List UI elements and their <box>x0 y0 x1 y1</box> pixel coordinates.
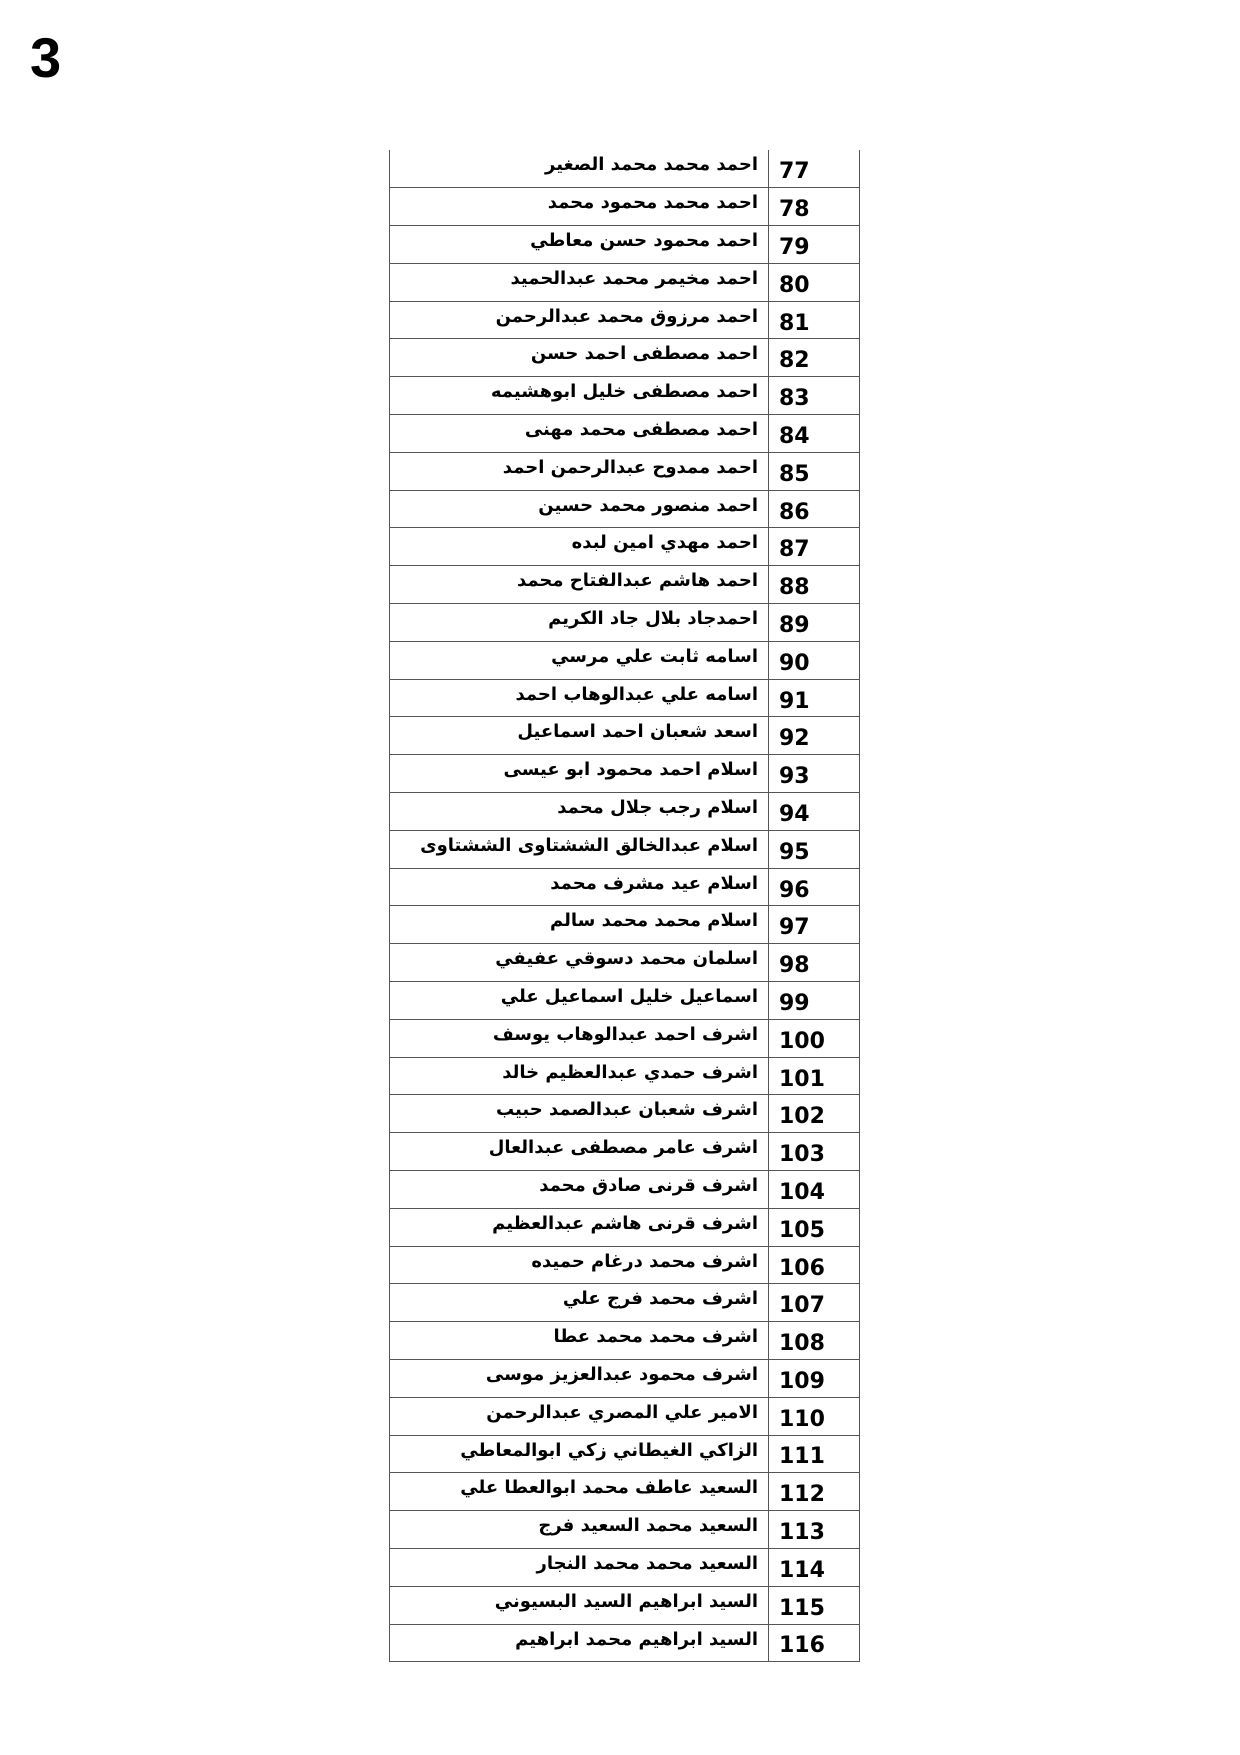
table-row <box>390 906 860 944</box>
row-name: احمد مصطفى احمد حسن <box>390 339 769 377</box>
table-row <box>390 1171 860 1209</box>
row-name: اسلمان محمد دسوقي عفيفي <box>390 944 769 982</box>
row-number: 103 <box>769 1133 860 1171</box>
row-name: احمد مرزوق محمد عبدالرحمن <box>390 301 769 339</box>
row-name: اسامه ثابت علي مرسي <box>390 641 769 679</box>
row-name: اسلام محمد محمد سالم <box>390 906 769 944</box>
row-number: 94 <box>769 793 860 831</box>
row-name: اسماعيل خليل اسماعيل علي <box>390 982 769 1020</box>
table-row <box>390 226 860 264</box>
table-row <box>390 1435 860 1473</box>
table-row <box>390 150 860 188</box>
row-number: 102 <box>769 1095 860 1133</box>
table-row <box>390 679 860 717</box>
row-number: 112 <box>769 1473 860 1511</box>
row-number: 105 <box>769 1208 860 1246</box>
row-name: احمدجاد بلال جاد الكريم <box>390 604 769 642</box>
row-name: اسعد شعبان احمد اسماعيل <box>390 717 769 755</box>
row-number: 108 <box>769 1322 860 1360</box>
row-number: 109 <box>769 1360 860 1398</box>
table-row <box>390 1511 860 1549</box>
row-number: 77 <box>769 150 860 188</box>
table-row <box>390 1624 860 1662</box>
row-number: 104 <box>769 1171 860 1209</box>
row-number: 93 <box>769 755 860 793</box>
row-name: اشرف حمدي عبدالعظيم خالد <box>390 1057 769 1095</box>
row-name: اشرف قرنى صادق محمد <box>390 1171 769 1209</box>
table-row <box>390 1397 860 1435</box>
row-name: احمد مصطفى خليل ابوهشيمه <box>390 377 769 415</box>
row-number: 90 <box>769 641 860 679</box>
row-number: 116 <box>769 1624 860 1662</box>
row-number: 96 <box>769 868 860 906</box>
table-row <box>390 1246 860 1284</box>
row-number: 98 <box>769 944 860 982</box>
table-row <box>390 1019 860 1057</box>
table-row <box>390 1548 860 1586</box>
table-row <box>390 755 860 793</box>
row-name: اسلام احمد محمود ابو عيسى <box>390 755 769 793</box>
row-number: 91 <box>769 679 860 717</box>
table-row <box>390 641 860 679</box>
row-name: اشرف محمد محمد عطا <box>390 1322 769 1360</box>
row-name: الامير علي المصري عبدالرحمن <box>390 1397 769 1435</box>
row-name: احمد محمد محمد الصغير <box>390 150 769 188</box>
row-number: 87 <box>769 528 860 566</box>
table-row <box>390 1133 860 1171</box>
row-name: السيد ابراهيم محمد ابراهيم <box>390 1624 769 1662</box>
row-name: اشرف محمود عبدالعزيز موسى <box>390 1360 769 1398</box>
row-name: السعيد محمد محمد النجار <box>390 1548 769 1586</box>
row-name: اشرف شعبان عبدالصمد حبيب <box>390 1095 769 1133</box>
table-row <box>390 1208 860 1246</box>
row-name: احمد هاشم عبدالفتاح محمد <box>390 566 769 604</box>
table-row <box>390 1473 860 1511</box>
row-number: 81 <box>769 301 860 339</box>
row-number: 95 <box>769 830 860 868</box>
row-name: السعيد عاطف محمد ابوالعطا علي <box>390 1473 769 1511</box>
row-number: 79 <box>769 226 860 264</box>
row-name: احمد محمود حسن معاطي <box>390 226 769 264</box>
row-number: 111 <box>769 1435 860 1473</box>
row-name: احمد مصطفى محمد مهنى <box>390 415 769 453</box>
row-number: 80 <box>769 263 860 301</box>
table-row <box>390 188 860 226</box>
row-number: 88 <box>769 566 860 604</box>
row-number: 85 <box>769 452 860 490</box>
table-row <box>390 1284 860 1322</box>
row-number: 89 <box>769 604 860 642</box>
row-name: احمد محمد محمود محمد <box>390 188 769 226</box>
row-number: 99 <box>769 982 860 1020</box>
page-number: 3 <box>30 26 62 89</box>
table-row <box>390 604 860 642</box>
row-name: اسلام رجب جلال محمد <box>390 793 769 831</box>
table-row <box>390 717 860 755</box>
table-row <box>390 263 860 301</box>
row-number: 78 <box>769 188 860 226</box>
row-name: احمد مهدي امين لبده <box>390 528 769 566</box>
row-number: 114 <box>769 1548 860 1586</box>
table-row <box>390 566 860 604</box>
row-number: 92 <box>769 717 860 755</box>
table-row <box>390 1057 860 1095</box>
row-name: اسامه علي عبدالوهاب احمد <box>390 679 769 717</box>
table-row <box>390 1586 860 1624</box>
table-row <box>390 490 860 528</box>
row-number: 101 <box>769 1057 860 1095</box>
table-row <box>390 830 860 868</box>
table-row <box>390 415 860 453</box>
row-name: اشرف احمد عبدالوهاب يوسف <box>390 1019 769 1057</box>
row-number: 83 <box>769 377 860 415</box>
row-name: احمد مخيمر محمد عبدالحميد <box>390 263 769 301</box>
table-row <box>390 301 860 339</box>
table-row <box>390 793 860 831</box>
table-row <box>390 1360 860 1398</box>
row-name: احمد ممدوح عبدالرحمن احمد <box>390 452 769 490</box>
row-name: اشرف محمد درغام حميده <box>390 1246 769 1284</box>
row-name: السعيد محمد السعيد فرج <box>390 1511 769 1549</box>
row-name: اسلام عبدالخالق الششتاوى الششتاوى <box>390 830 769 868</box>
row-name: الزاكي الغيطاني زكي ابوالمعاطي <box>390 1435 769 1473</box>
row-number: 97 <box>769 906 860 944</box>
row-number: 110 <box>769 1397 860 1435</box>
table-row <box>390 452 860 490</box>
row-name: احمد منصور محمد حسين <box>390 490 769 528</box>
row-name: اسلام عيد مشرف محمد <box>390 868 769 906</box>
row-number: 86 <box>769 490 860 528</box>
row-name: السيد ابراهيم السيد البسيوني <box>390 1586 769 1624</box>
row-number: 115 <box>769 1586 860 1624</box>
row-name: اشرف محمد فرج علي <box>390 1284 769 1322</box>
names-table <box>389 150 860 1662</box>
table-row <box>390 1322 860 1360</box>
table-row <box>390 1095 860 1133</box>
table-row <box>390 982 860 1020</box>
table-row <box>390 339 860 377</box>
row-number: 84 <box>769 415 860 453</box>
table-row <box>390 868 860 906</box>
row-number: 113 <box>769 1511 860 1549</box>
row-number: 107 <box>769 1284 860 1322</box>
table-row <box>390 944 860 982</box>
row-number: 82 <box>769 339 860 377</box>
row-name: اشرف عامر مصطفى عبدالعال <box>390 1133 769 1171</box>
row-number: 106 <box>769 1246 860 1284</box>
table-row <box>390 528 860 566</box>
names-table-body <box>390 150 860 1662</box>
row-name: اشرف قرنى هاشم عبدالعظيم <box>390 1208 769 1246</box>
table-row <box>390 377 860 415</box>
row-number: 100 <box>769 1019 860 1057</box>
